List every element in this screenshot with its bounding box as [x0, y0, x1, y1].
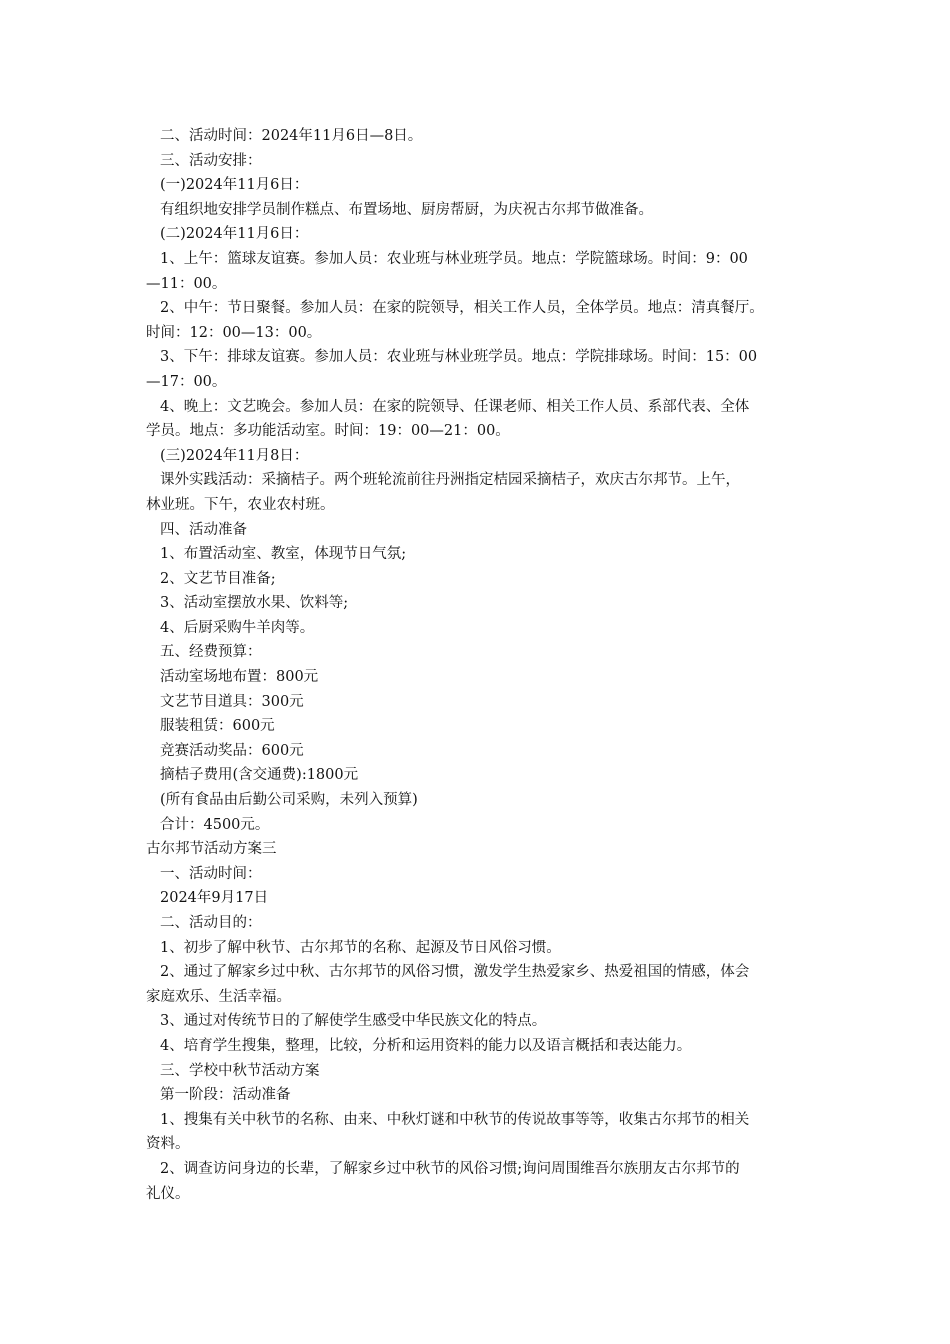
text-line: 1、初步了解中秋节、古尔邦节的名称、起源及节日风俗习惯。	[160, 939, 561, 956]
text-line: 摘桔子费用(含交通费):1800元	[160, 767, 359, 784]
text-line: —17：00。	[146, 373, 227, 390]
text-line: 三、学校中秋节活动方案	[160, 1062, 320, 1079]
text-line: 课外实践活动：采摘桔子。两个班轮流前往丹洲指定桔园采摘桔子，欢庆古尔邦节。上午，	[160, 472, 740, 489]
text-line: 二、活动时间：2024年11月6日—8日。	[160, 128, 423, 144]
text-line: 2、调查访问身边的长辈，了解家乡过中秋节的风俗习惯;询问周围维吾尔族朋友古尔邦节的	[160, 1160, 740, 1177]
text-line: 四、活动准备	[160, 521, 247, 538]
text-line: 服装租赁：600元	[160, 718, 275, 735]
text-line: 文艺节目道具：300元	[160, 693, 304, 710]
text-line: 1、搜集有关中秋节的名称、由来、中秋灯谜和中秋节的传说故事等等，收集古尔邦节的相关	[160, 1111, 750, 1128]
text-line: 活动室场地布置：800元	[160, 669, 319, 686]
text-line: 一、活动时间：	[160, 865, 262, 882]
text-line: 4、后厨采购牛羊肉等。	[160, 619, 315, 636]
text-line: 三、活动安排：	[160, 152, 262, 169]
text-line: 4、培育学生搜集，整理，比较，分析和运用资料的能力以及语言概括和表达能力。	[160, 1037, 692, 1054]
text-line: 五、经费预算：	[160, 644, 262, 661]
text-line: 礼仪。	[146, 1185, 190, 1202]
text-line: 1、上午：篮球友谊赛。参加人员：农业班与林业班学员。地点：学院篮球场。时间：9：00	[160, 250, 748, 267]
text-line: 家庭欢乐、生活幸福。	[146, 988, 291, 1005]
text-line: 竞赛活动奖品：600元	[160, 742, 304, 759]
text-line: 3、下午：排球友谊赛。参加人员：农业班与林业班学员。地点：学院排球场。时间：15：00	[160, 349, 758, 366]
text-line: (一)2024年11月6日：	[160, 177, 309, 194]
text-line: 2、中午：节日聚餐。参加人员：在家的院领导，相关工作人员，全体学员。地点：清真餐厅。	[160, 300, 764, 317]
text-line: (三)2024年11月8日：	[160, 447, 309, 464]
text-line: 第一阶段：活动准备	[160, 1087, 291, 1104]
text-line: 学员。地点：多功能活动室。时间：19：00—21：00。	[146, 423, 510, 440]
text-line: 时间：12：00—13：00。	[146, 324, 322, 341]
text-line: 2、文艺节目准备;	[160, 570, 276, 587]
text-line: 3、通过对传统节日的了解使学生感受中华民族文化的特点。	[160, 1013, 547, 1030]
document-page	[146, 124, 826, 1206]
text-line: 二、活动目的：	[160, 915, 262, 931]
text-line: 林业班。下午，农业农村班。	[146, 496, 335, 513]
text-line: 古尔邦节活动方案三	[146, 841, 277, 858]
text-line: 有组织地安排学员制作糕点、布置场地、厨房帮厨，为庆祝古尔邦节做准备。	[160, 201, 653, 218]
text-line: 合计：4500元。	[160, 816, 270, 833]
text-line: 4、晚上：文艺晚会。参加人员：在家的院领导、任课老师、相关工作人员、系部代表、全体	[160, 398, 750, 415]
text-line: (二)2024年11月6日：	[160, 226, 309, 243]
text-line: 2024年9月17日	[160, 890, 269, 907]
text-line: 3、活动室摆放水果、饮料等;	[160, 595, 349, 612]
text-line: 2、通过了解家乡过中秋、古尔邦节的风俗习惯，激发学生热爱家乡、热爱祖国的情感，体会	[160, 964, 750, 981]
text-line: 资料。	[146, 1136, 190, 1153]
text-line: 1、布置活动室、教室，体现节日气氛;	[160, 546, 407, 563]
text-line: —11：00。	[146, 275, 227, 292]
text-line: (所有食品由后勤公司采购，未列入预算)	[160, 792, 418, 809]
